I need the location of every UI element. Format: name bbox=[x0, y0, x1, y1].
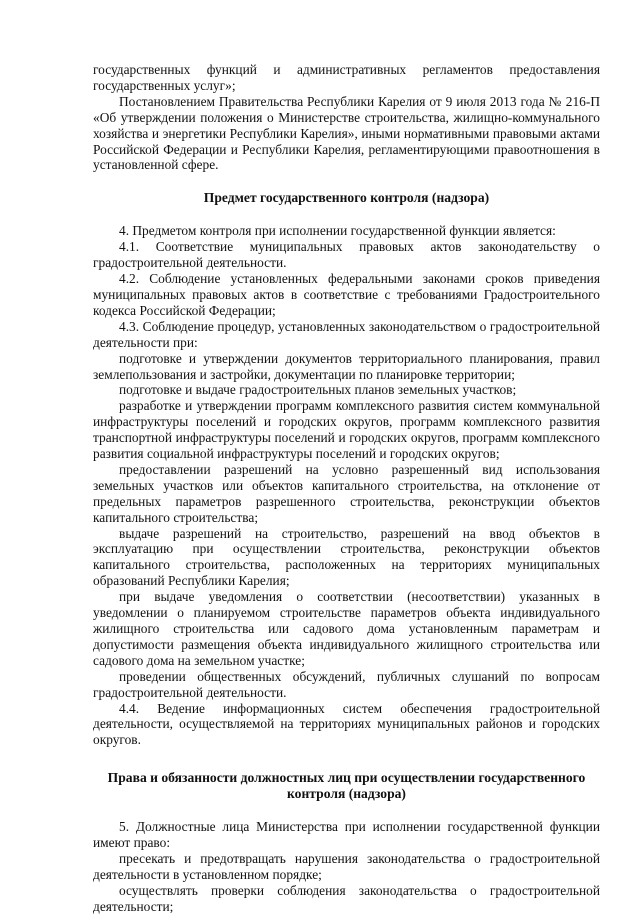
paragraph-5: 5. Должностные лица Министерства при исполнении государственной функции имеют право: bbox=[93, 819, 600, 851]
list-item-5-b: осуществлять проверки соблюдения законодательства о градостроительной деятельности; bbox=[93, 882, 600, 914]
list-item-4-3-g: проведении общественных обсуждений, публичных слушаний по вопросам градостроительной деятельности. bbox=[93, 668, 600, 700]
section-heading-subject: Предмет государственного контроля (надзора) bbox=[203, 190, 490, 206]
list-item-5-a: пресекать и предотвращать нарушения законодательства о градостроительной деятельности в установленном порядке; bbox=[93, 851, 600, 882]
list-item-4-3-a: подготовке и утверждении документов территориального планирования, правил землепользования и застройки, документации по планировке территории; bbox=[93, 350, 600, 382]
paragraph-intro-resolution: Постановлением Правительства Республики Карелия от 9 июля 2013 года № 216-П «Об утверждении положения о Министерстве строительства, жилищно-коммунального хозяйства и энергетики Республики Карелия», иными нормативными правовыми актами Российской Федерации и Республики Карелия, регламентирующими правоотношения в установленной сфере. bbox=[93, 93, 600, 173]
paragraph-intro-continuation: государственных функций и административных регламентов предоставления государственных услуг»; bbox=[93, 62, 600, 93]
document-body bbox=[93, 62, 600, 915]
paragraph-4-1: 4.1. Соответствие муниципальных правовых актов законодательству о градостроительной деятельности. bbox=[93, 239, 600, 271]
list-item-4-3-e: выдаче разрешений на строительство, разрешений на ввод объектов в эксплуатацию при осуществлении строительства, реконструкции объектов капитального строительства, расположенных на территориях муниципальных образований Республики Карелия; bbox=[93, 525, 600, 589]
list-item-4-3-b: подготовке и выдаче градостроительных планов земельных участков; bbox=[119, 382, 517, 398]
paragraph-4-2: 4.2. Соблюдение установленных федеральными законами сроков приведения муниципальных правовых актов в соответствие с требованиями Градостроительного кодекса Российской Федерации; bbox=[93, 271, 600, 318]
list-item-4-3-c: разработке и утверждении программ комплексного развития систем коммунальной инфраструктуры поселений и городских округов, программ комплексного развития транспортной инфраструктуры поселений и городских округов, программ комплексного развития социальной инфраструктуры поселений и городских округов; bbox=[93, 398, 600, 462]
paragraph-4: 4. Предметом контроля при исполнении государственной функции является: bbox=[119, 223, 556, 239]
paragraph-4-4: 4.4. Ведение информационных систем обеспечения градостроительной деятельности, осуществляемой на территориях муниципальных районов и городских округов. bbox=[93, 700, 600, 748]
paragraph-4-3: 4.3. Соблюдение процедур, установленных законодательством о градостроительной деятельности при: bbox=[93, 318, 600, 350]
section-heading-rights-line-2: контроля (надзора) bbox=[287, 786, 406, 802]
section-heading-rights-line-1: Права и обязанности должностных лиц при осуществлении государственного bbox=[107, 770, 586, 786]
list-item-4-3-f: при выдаче уведомления о соответствии (несоответствии) указанных в уведомлении о планируемом строительстве параметров объекта индивидуального жилищного строительства или садового дома установленным параметрам и допустимости размещения объекта индивидуального жилищного строительства или садового дома на земельном участке; bbox=[93, 589, 600, 668]
list-item-4-3-d: предоставлении разрешений на условно разрешенный вид использования земельных участков или объектов капитального строительства, на отклонение от предельных параметров разрешенного строительства, реконструкции объектов капитального строительства; bbox=[93, 461, 600, 525]
